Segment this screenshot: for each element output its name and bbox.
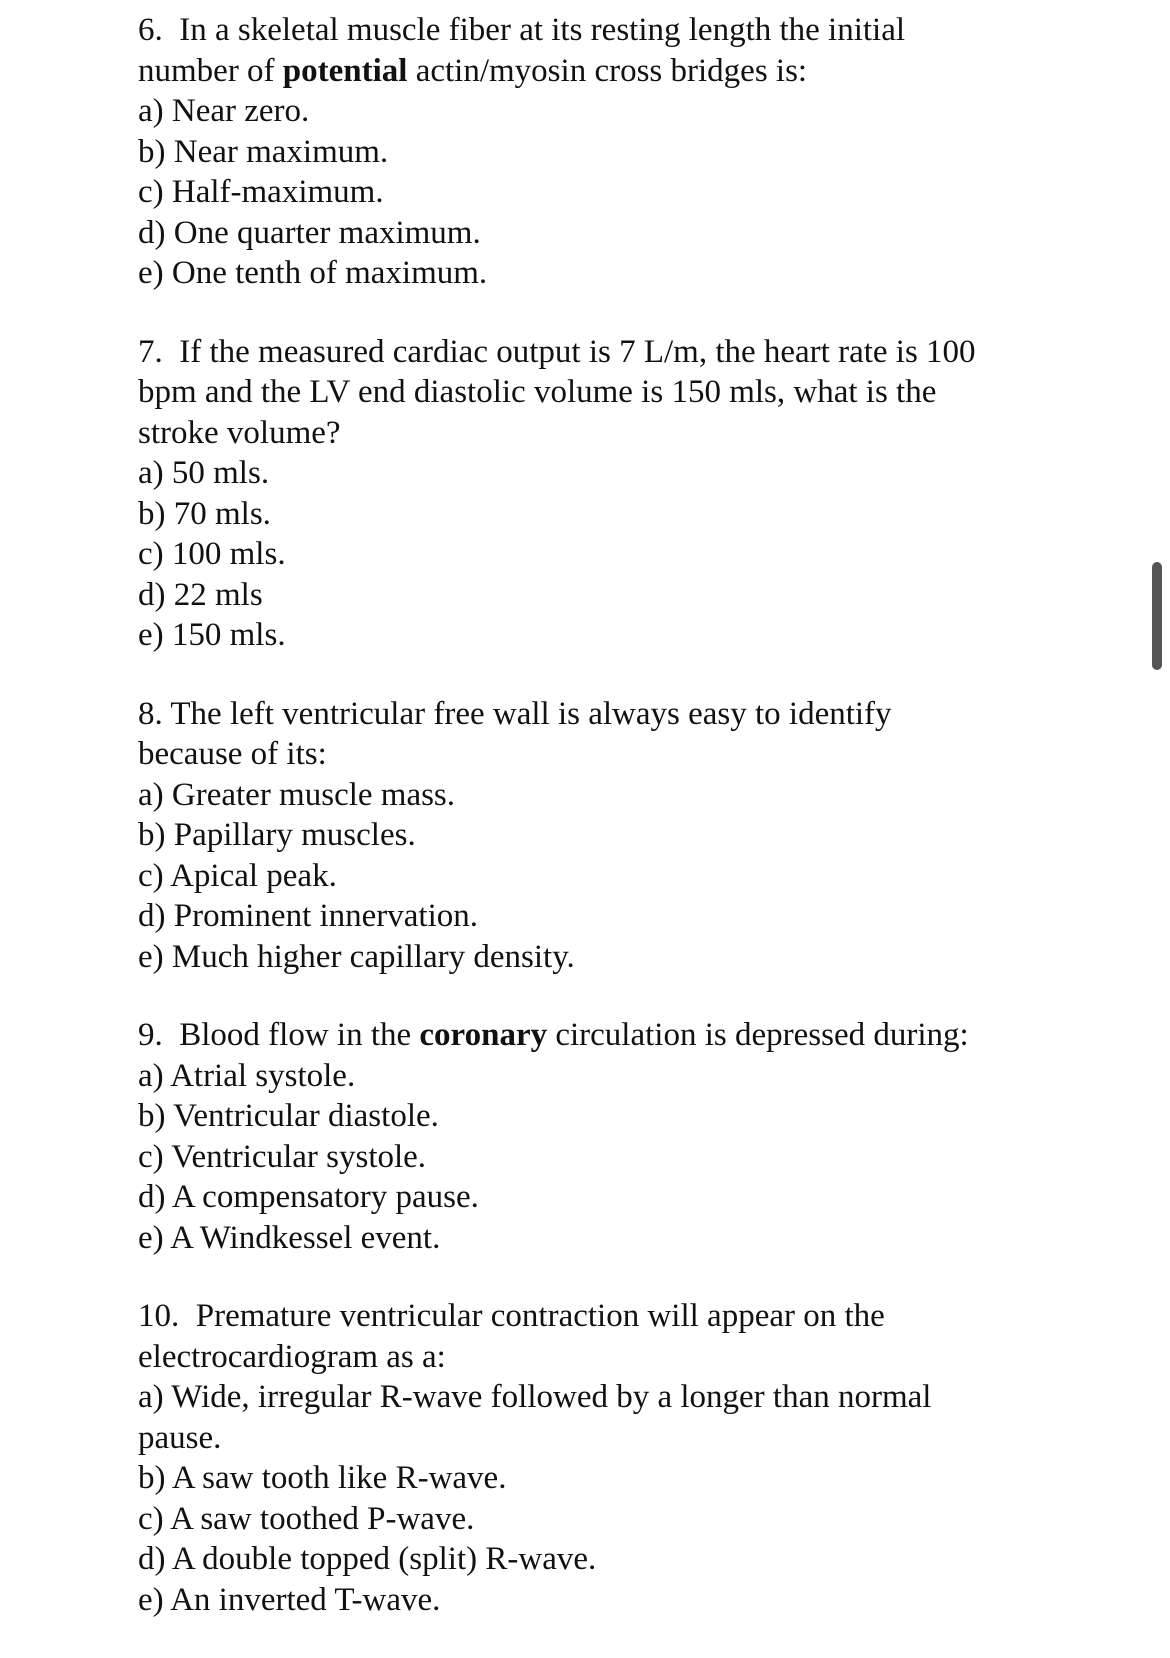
question-stem-line [138,1296,1038,1337]
stem-text: circulation is depressed during: [547,1017,969,1053]
answer-option: b) Papillary muscles. [138,817,416,853]
answer-option: d) 22 mls [138,576,263,613]
stem-text: electrocardiogram as a: [138,1338,446,1375]
answer-option: d) Prominent innervation. [138,898,479,934]
question-8 [138,694,1038,978]
emphasized-term: coronary [419,1017,548,1053]
answer-option: e) An inverted T-wave. [138,1581,441,1618]
stem-text: actin/myosin cross bridges is: [407,52,808,89]
answer-option: a) 50 mls. [138,455,270,491]
answer-option: d) A double topped (split) R-wave. [138,1541,597,1577]
stem-text: 10. Premature ventricular contraction will appear on the [138,1298,885,1334]
question-stem-line [138,413,1038,454]
question-stem-line [138,694,1038,735]
stem-text: bpm and the LV end diastolic volume is 150 mls, what is the [138,374,937,410]
stem-text: because of its: [138,736,327,772]
answer-option: d) A compensatory pause. [138,1179,479,1215]
question-stem-line [138,1337,1038,1378]
answer-option: b) Near maximum. [138,133,389,170]
answer-option: b) Ventricular diastole. [138,1098,439,1134]
answer-option: e) Much higher capillary density. [138,938,575,975]
question-document [138,10,1038,1658]
stem-text: 7. If the measured cardiac output is 7 L/m, the heart rate is 100 [138,333,976,370]
answer-option: e) One tenth of maximum. [138,255,488,291]
answer-option: e) A Windkessel event. [138,1219,441,1256]
answer-option: c) Apical peak. [138,857,337,894]
question-9 [138,1015,1038,1258]
stem-text: 6. In a skeletal muscle fiber at its resting length the initial [138,12,906,48]
answer-option: c) Half-maximum. [138,174,384,210]
answer-option: c) A saw toothed P-wave. [138,1500,475,1537]
answer-option: a) Greater muscle mass. [138,776,456,813]
answer-option: a) Atrial systole. [138,1057,356,1094]
question-stem-line [138,10,1038,51]
answer-option: d) One quarter maximum. [138,214,481,251]
question-10 [138,1296,1038,1620]
emphasized-term: potential [282,52,408,89]
answer-option: c) 100 mls. [138,536,286,572]
stem-text: stroke volume? [138,414,341,451]
stem-text: 8. The left ventricular free wall is always easy to identify [138,695,892,732]
question-stem-line [138,1015,1038,1056]
question-stem-line [138,332,1038,373]
stem-text: number of [138,52,283,89]
question-7 [138,332,1038,656]
answer-option: a) Wide, irregular R-wave followed by a longer than normal pause. [138,1379,932,1456]
answer-option: b) 70 mls. [138,495,271,532]
stem-text: 9. Blood flow in the [138,1017,420,1053]
scrollbar-thumb[interactable] [1152,562,1162,670]
question-stem-line [138,734,1038,775]
answer-option: e) 150 mls. [138,617,286,653]
question-stem-line [138,372,1038,413]
question-stem-line [138,51,1038,92]
answer-option: b) A saw tooth like R-wave. [138,1460,507,1496]
answer-option: c) Ventricular systole. [138,1138,427,1175]
answer-option: a) Near zero. [138,93,310,129]
question-6 [138,10,1038,294]
